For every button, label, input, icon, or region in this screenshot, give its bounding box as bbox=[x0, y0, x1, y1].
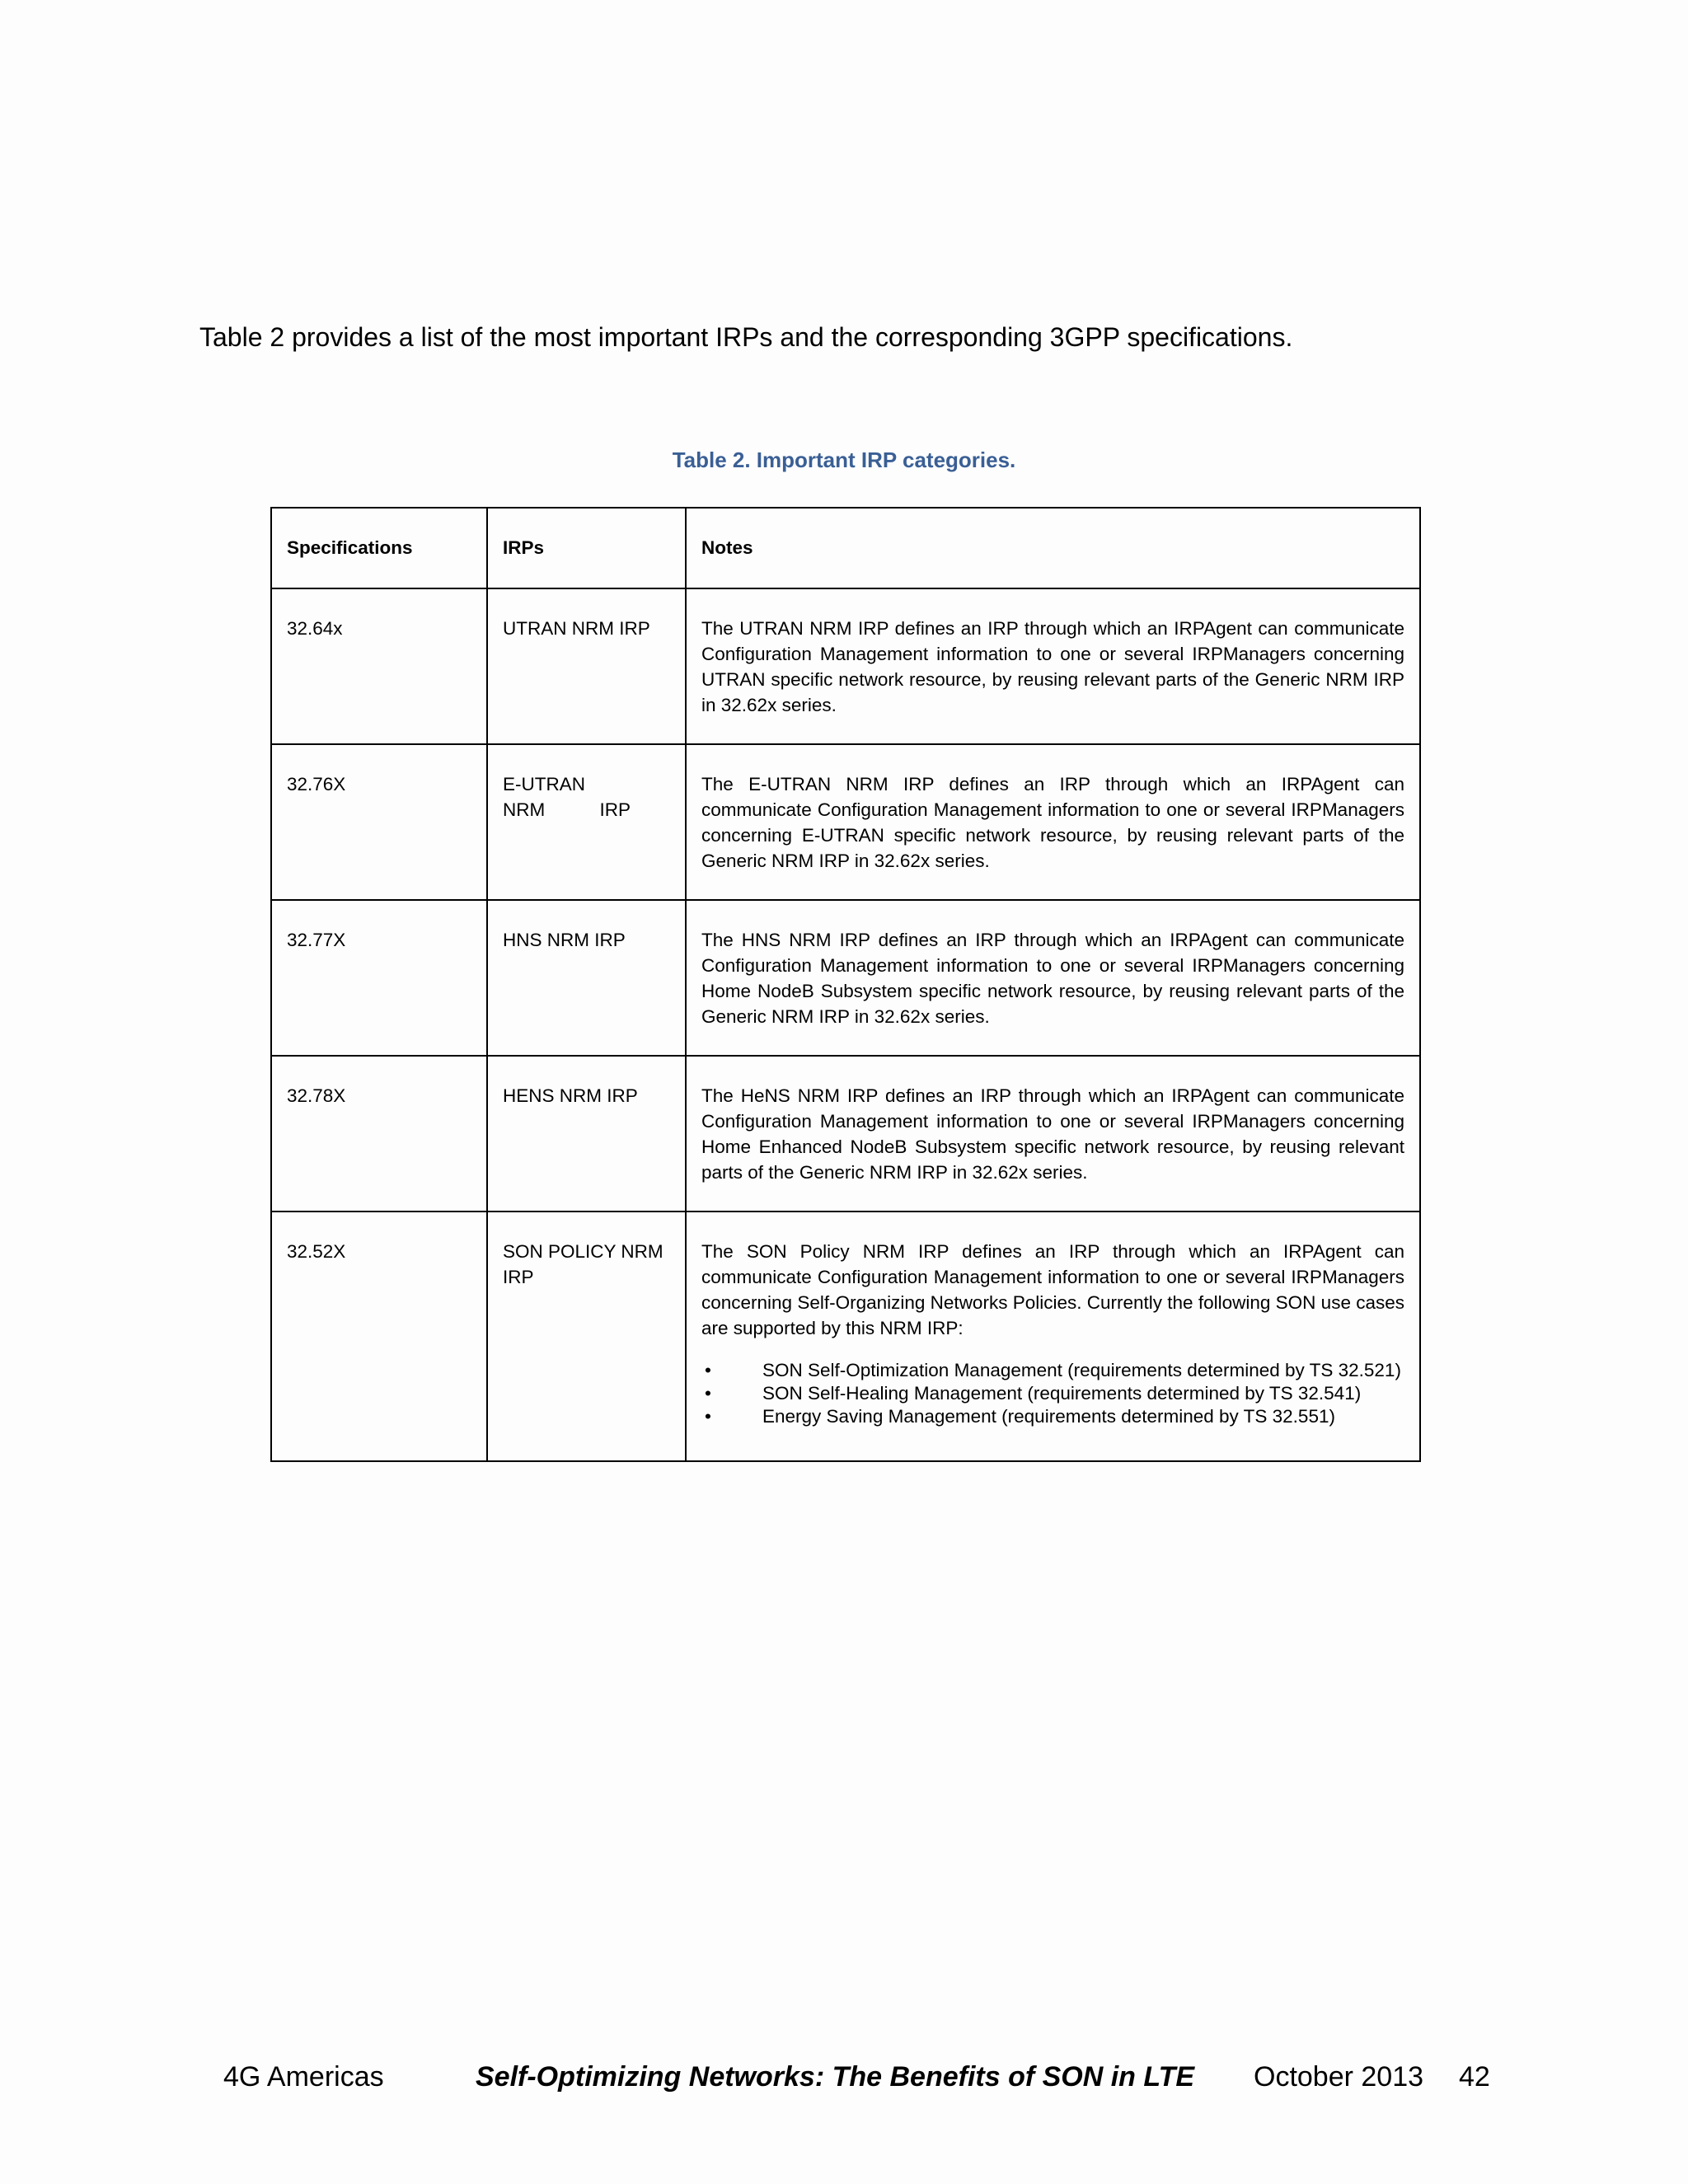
use-case-list bbox=[701, 1359, 1404, 1428]
cell-notes: The E-UTRAN NRM IRP defines an IRP through which an IRPAgent can communicate Configuration Management information to one or several IRPManagers concerning E-UTRAN specific network resource, by reusing relevant parts of the Generic NRM IRP in 32.62x series. bbox=[686, 744, 1420, 900]
list-item-text: SON Self-Healing Management (requirements determined by TS 32.541) bbox=[762, 1383, 1362, 1404]
header-notes: Notes bbox=[686, 508, 1420, 588]
cell-notes: The HeNS NRM IRP defines an IRP through which an IRPAgent can communicate Configuration Management information to one or several IRPManagers concerning Home Enhanced NodeB Subsystem specific network resource, by reusing relevant parts of the Generic NRM IRP in 32.62x series. bbox=[686, 1056, 1420, 1212]
table-row bbox=[271, 588, 1420, 744]
footer-document-title: Self-Optimizing Networks: The Benefits of SON in LTE bbox=[476, 2061, 1195, 2093]
bullet-icon: • bbox=[705, 1383, 711, 1404]
cell-notes-with-list bbox=[686, 1212, 1420, 1461]
cell-irp: HENS NRM IRP bbox=[487, 1056, 686, 1212]
header-specifications: Specifications bbox=[271, 508, 487, 588]
cell-spec: 32.76X bbox=[271, 744, 487, 900]
cell-irp: SON POLICY NRM IRP bbox=[487, 1212, 686, 1461]
table-caption: Table 2. Important IRP categories. bbox=[672, 448, 1016, 472]
table-row bbox=[271, 744, 1420, 900]
cell-spec: 32.52X bbox=[271, 1212, 487, 1461]
cell-notes: The UTRAN NRM IRP defines an IRP through which an IRPAgent can communicate Configuration Management information to one or several IRPManagers concerning UTRAN specific network resource, by reusing relevant parts of the Generic NRM IRP in 32.62x series. bbox=[686, 588, 1420, 744]
intro-paragraph: Table 2 provides a list of the most important IRPs and the corresponding 3GPP specifications. bbox=[199, 322, 1293, 352]
cell-irp: UTRAN NRM IRP bbox=[487, 588, 686, 744]
table-row bbox=[271, 1212, 1420, 1461]
cell-spec: 32.64x bbox=[271, 588, 487, 744]
irp-table bbox=[270, 507, 1421, 1462]
table-row bbox=[271, 1056, 1420, 1212]
cell-spec: 32.77X bbox=[271, 900, 487, 1056]
footer-organization: 4G Americas bbox=[223, 2061, 384, 2093]
notes-paragraph: The SON Policy NRM IRP defines an IRP through which an IRPAgent can communicate Configuration Management information to one or several IRPManagers concerning Self-Organizing Networks Policies. Currently the following SON use cases are supported by this NRM IRP: bbox=[701, 1241, 1404, 1338]
cell-irp: HNS NRM IRP bbox=[487, 900, 686, 1056]
cell-spec: 32.78X bbox=[271, 1056, 487, 1212]
list-item bbox=[701, 1359, 1404, 1382]
bullet-icon: • bbox=[705, 1406, 711, 1427]
table-header-row bbox=[271, 508, 1420, 588]
footer-date: October 2013 bbox=[1254, 2061, 1424, 2093]
bullet-icon: • bbox=[705, 1360, 711, 1380]
table-row bbox=[271, 900, 1420, 1056]
list-item bbox=[701, 1382, 1404, 1405]
cell-notes: The HNS NRM IRP defines an IRP through which an IRPAgent can communicate Configuration Management information to one or several IRPManagers concerning Home NodeB Subsystem specific network resource, by reusing relevant parts of the Generic NRM IRP in 32.62x series. bbox=[686, 900, 1420, 1056]
list-item-text: Energy Saving Management (requirements determined by TS 32.551) bbox=[762, 1406, 1335, 1427]
header-irps: IRPs bbox=[487, 508, 686, 588]
list-item-text: SON Self-Optimization Management (requirements determined by TS 32.521) bbox=[762, 1360, 1401, 1380]
cell-irp: E-UTRAN NRM IRP bbox=[487, 744, 686, 900]
footer-page-number: 42 bbox=[1459, 2061, 1490, 2093]
list-item bbox=[701, 1405, 1404, 1428]
